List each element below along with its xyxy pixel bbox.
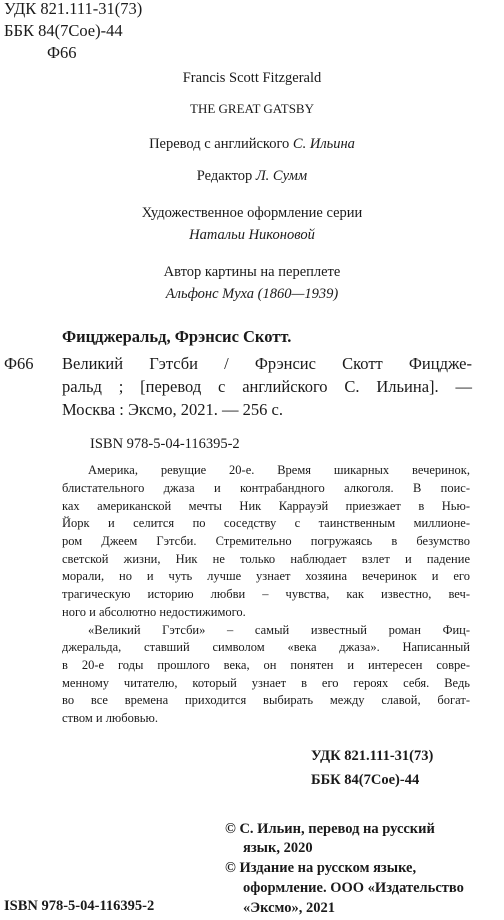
annotation-line: ного и абсолютно недостижимого. <box>62 605 246 619</box>
annotation-line: «Великий Гэтсби» – самый известный роман Фиц- <box>88 623 470 637</box>
copyright-edition-line1: © Издание на русском языке, <box>225 860 417 876</box>
original-title: THE GREAT GATSBY <box>190 101 314 116</box>
annotation-line: блистательного джаза и контрабандного алкоголя. В поис- <box>62 481 470 495</box>
editor-credit <box>0 166 504 186</box>
translation-credit <box>0 134 504 154</box>
copyright-edition-line3: «Эксмо», 2021 <box>243 900 335 916</box>
cover-artist-name: Альфонс Муха (1860—1939) <box>165 286 339 302</box>
cover-art-label: Автор картины на переплете <box>163 264 341 280</box>
annotation-line: во все времена приходится выбирать между славой, богат- <box>62 693 470 707</box>
editor-label: Редактор <box>196 168 256 184</box>
annotation-line: джеральда, ставший символом «века джаза». Написанный <box>62 640 470 654</box>
annotation-line: трагическую историю любви – чувства, как известно, веч- <box>62 587 470 601</box>
description-line: Москва : Эксмо, 2021. — 256 с. <box>62 400 283 419</box>
design-credit-label: Художественное оформление серии <box>141 205 363 221</box>
editor-name: Л. Сумм <box>255 168 308 184</box>
annotation-line: ством и любовью. <box>62 711 158 725</box>
design-credit-name: Натальи Никоновой <box>189 227 315 243</box>
annotation-line: Йорк и селится по соседству с таинственным миллионе- <box>62 516 470 530</box>
annotation-line: Америка, ревущие 20-е. Время шикарных вечеринок, <box>88 463 470 477</box>
author-mark-record: Ф66 <box>4 354 34 373</box>
copyright-translation-line1: © С. Ильин, перевод на русский <box>225 821 435 837</box>
isbn-record: ISBN 978-5-04-116395-2 <box>90 436 240 452</box>
bibliographic-heading: Фицджеральд, Фрэнсис Скотт. <box>62 327 292 346</box>
original-author: Francis Scott Fitzgerald <box>182 70 322 86</box>
isbn-bottom: ISBN 978-5-04-116395-2 <box>4 898 155 914</box>
annotation-line: светской жизни, Ник не только наблюдает взлет и падение <box>62 552 470 566</box>
annotation-line: ром Джеем Гэтсби. Стремительно погружаясь в безумство <box>62 534 470 548</box>
translation-label: Перевод с английского <box>149 136 293 152</box>
annotation-line: менному читателю, который узнает в его героях себя. Ведь <box>62 676 470 690</box>
description-line: ральд ; [перевод с английского С. Ильина]. — <box>62 377 472 396</box>
description-line: Великий Гэтсби / Фрэнсис Скотт Фицдже- <box>62 354 472 373</box>
udk-code-bottom: УДК 821.111-31(73) <box>311 748 434 764</box>
copyright-edition-line2: оформление. ООО «Издательство <box>243 880 464 896</box>
annotation-line: морали, но и чуть лучше узнает хозяина вечеринок и его <box>62 569 470 583</box>
udk-code-top: УДК 821.111-31(73) <box>4 0 143 18</box>
annotation-line: в 20-е годы прошлого века, он понятен и интересен совре- <box>62 658 470 672</box>
translator-name: С. Ильина <box>292 136 355 152</box>
bbk-code-top: ББК 84(7Сое)-44 <box>4 21 123 40</box>
copyright-translation-line2: язык, 2020 <box>243 840 313 856</box>
bbk-code-bottom: ББК 84(7Сое)-44 <box>311 772 420 788</box>
annotation-line: ках американской мечты Ник Каррауэй приезжает в Нью- <box>62 499 470 513</box>
author-mark-top: Ф66 <box>47 43 77 62</box>
